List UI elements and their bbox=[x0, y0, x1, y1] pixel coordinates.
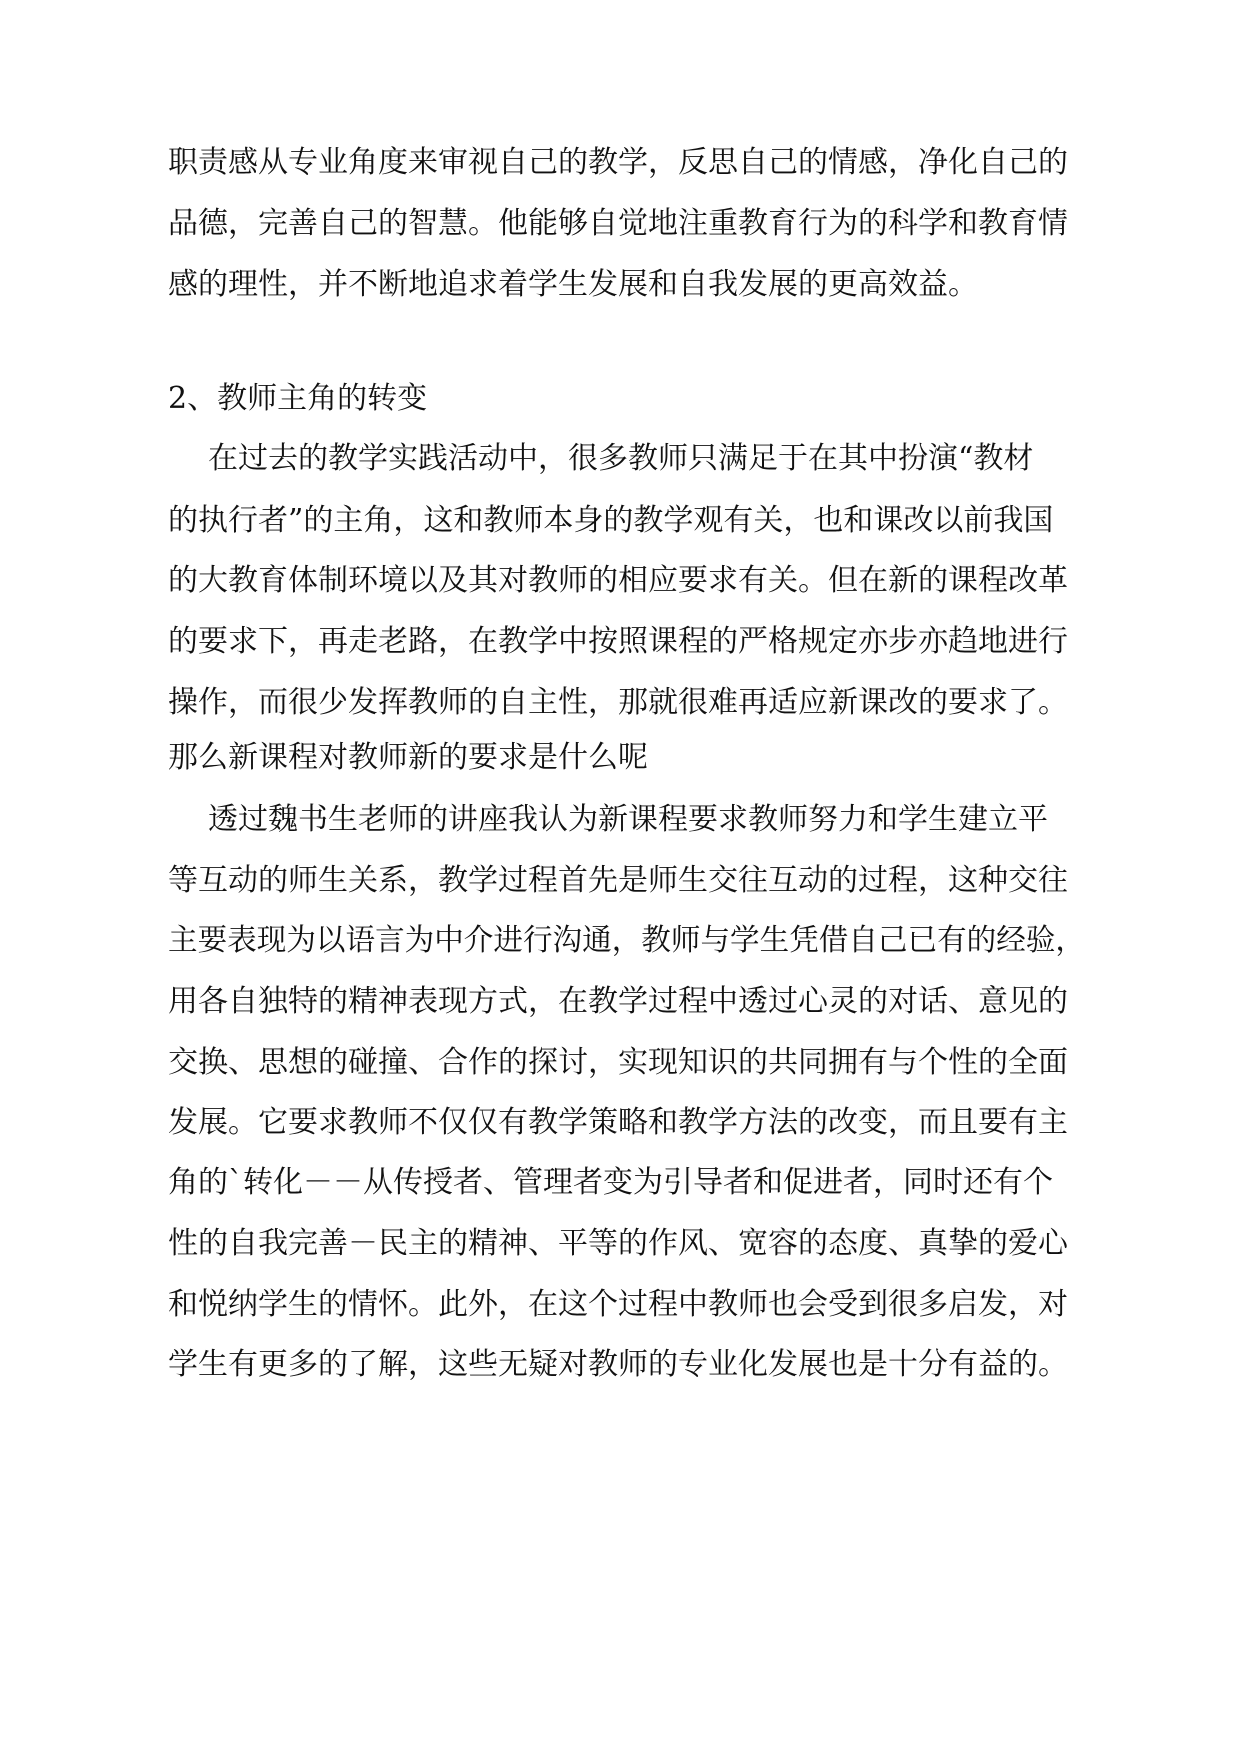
text-line: 操作，而很少发挥教师的自主性，那就很难再适应新课改的要求了。 bbox=[168, 685, 1068, 720]
text-line: 等互动的师生关系，教学过程首先是师生交往互动的过程，这种交往 bbox=[168, 863, 1068, 898]
text-line: 学生有更多的了解，这些无疑对教师的专业化发展也是十分有益的。 bbox=[168, 1347, 1068, 1382]
text-line: 发展。它要求教师不仅仅有教学策略和教学方法的改变，而且要有主 bbox=[168, 1105, 1068, 1140]
paragraph-2-line bbox=[0, 609, 1241, 675]
text-line: 职责感从专业角度来审视自己的教学，反思自己的情感，净化自己的 bbox=[168, 145, 1068, 180]
paragraph-3-line bbox=[0, 787, 1241, 853]
section-heading bbox=[0, 366, 1241, 432]
paragraph-2-line bbox=[0, 725, 1241, 791]
paragraph-1-line bbox=[0, 252, 1241, 318]
text-line: 那么新课程对教师新的要求是什么呢 bbox=[168, 740, 648, 775]
paragraph-1-line bbox=[0, 130, 1241, 196]
paragraph-2-line bbox=[0, 488, 1241, 554]
text-line: 感的理性，并不断地追求着学生发展和自我发展的更高效益。 bbox=[168, 267, 978, 302]
text-line: 的大教育体制环境以及其对教师的相应要求有关。但在新的课程改革 bbox=[168, 563, 1068, 598]
paragraph-3-line bbox=[0, 1030, 1241, 1096]
paragraph-2-line bbox=[0, 548, 1241, 614]
paragraph-3-line bbox=[0, 1272, 1241, 1338]
paragraph-3-line bbox=[0, 969, 1241, 1035]
text-line: 透过魏书生老师的讲座我认为新课程要求教师努力和学生建立平 bbox=[208, 802, 1048, 837]
text-line: 交换、思想的碰撞、合作的探讨，实现知识的共同拥有与个性的全面 bbox=[168, 1045, 1068, 1080]
heading-text: 2、教师主角的转变 bbox=[168, 381, 428, 416]
text-line: 角的`转化－－从传授者、管理者变为引导者和促进者，同时还有个 bbox=[168, 1165, 1053, 1200]
text-line: 性的自我完善－民主的精神、平等的作风、宽容的态度、真挚的爱心 bbox=[168, 1226, 1068, 1261]
text-line: 用各自独特的精神表现方式，在教学过程中透过心灵的对话、意见的 bbox=[168, 984, 1068, 1019]
text-line: 的执行者”的主角，这和教师本身的教学观有关，也和课改以前我国 bbox=[168, 503, 1054, 538]
paragraph-3-line bbox=[0, 848, 1241, 914]
paragraph-3-line bbox=[0, 1090, 1241, 1156]
text-line: 主要表现为以语言为中介进行沟通，教师与学生凭借自己已有的经验， bbox=[168, 923, 1085, 958]
text-line: 在过去的教学实践活动中，很多教师只满足于在其中扮演“教材 bbox=[208, 441, 1034, 476]
paragraph-3-line bbox=[0, 908, 1241, 974]
paragraph-2-line bbox=[0, 426, 1241, 492]
paragraph-3-line bbox=[0, 1211, 1241, 1277]
paragraph-3-line bbox=[0, 1332, 1241, 1398]
paragraph-1-line bbox=[0, 191, 1241, 257]
paragraph-3-line bbox=[0, 1150, 1241, 1216]
text-line: 品德，完善自己的智慧。他能够自觉地注重教育行为的科学和教育情 bbox=[168, 206, 1068, 241]
text-line: 和悦纳学生的情怀。此外，在这个过程中教师也会受到很多启发，对 bbox=[168, 1287, 1068, 1322]
text-line: 的要求下，再走老路，在教学中按照课程的严格规定亦步亦趋地进行 bbox=[168, 624, 1068, 659]
